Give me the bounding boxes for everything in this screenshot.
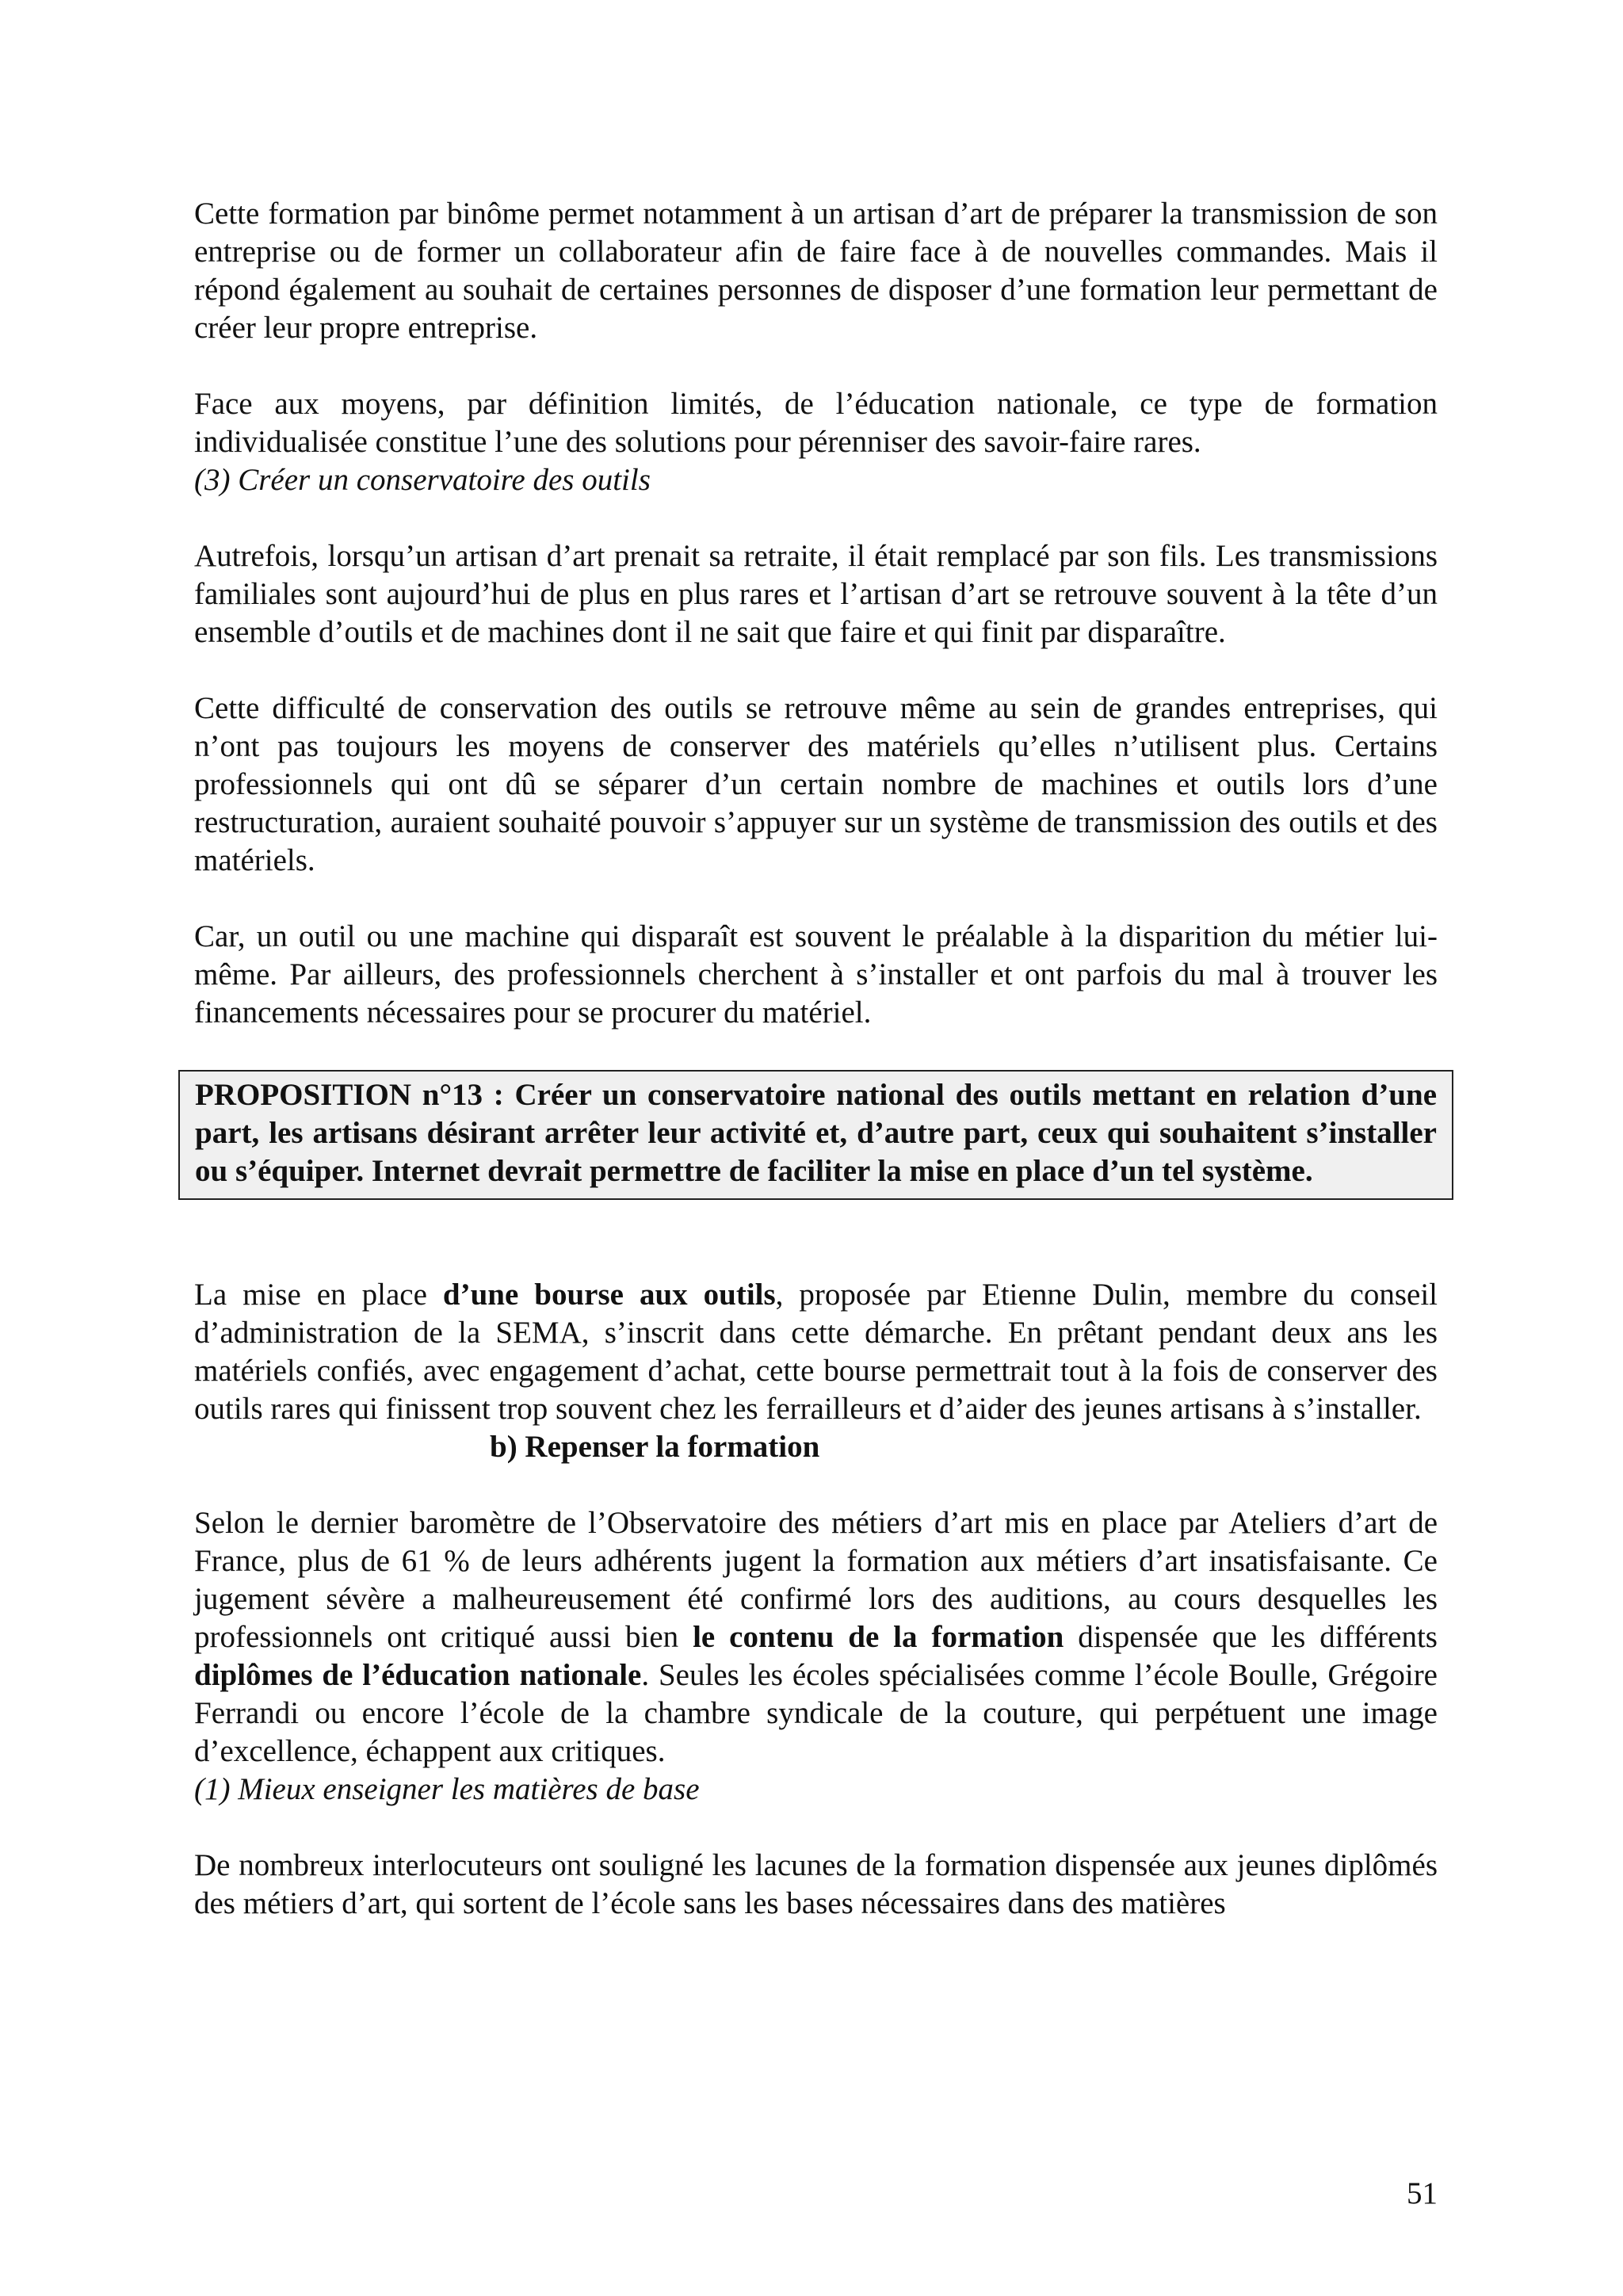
barometre-text-start: Selon le dernier baromètre de l’Observatoire des métiers d’art mis en place par Ateliers d’art de France, plus de 61 % de leurs adhérents jugent la formation aux métiers d’art insatisfaisante. Ce jugement sévère a malheureusement été confirmé lors des auditions, au cours desquelles les professionnels ont critiqué aussi bien <box>194 1506 1438 1654</box>
document-page <box>194 195 1438 1923</box>
proposal-text: PROPOSITION n°13 : Créer un conservatoire national des outils mettant en relation d’une part, les artisans désirant arrêter leur activité et, d’autre part, ceux qui souhaitent s’installer ou s’équiper. Internet devrait permettre de faciliter la mise en place d’un tel système. <box>195 1078 1437 1188</box>
page-number: 51 <box>1407 2176 1438 2210</box>
subheading-matieres: (1) Mieux enseigner les matières de base <box>194 1772 700 1806</box>
paragraph-moyens: Face aux moyens, par définition limités, de l’éducation nationale, ce type de formation individualisée constitue l’une des solutions pour pérenniser des savoir-faire rares. <box>194 387 1438 459</box>
bourse-text-start: La mise en place <box>194 1278 443 1312</box>
barometre-emphasis-contenu: le contenu de la formation <box>693 1620 1064 1654</box>
paragraph-machine: Car, un outil ou une machine qui disparaît est souvent le préalable à la disparition du métier lui-même. Par ailleurs, des professionnels cherchent à s’installer et ont parfois du mal à trouver les financements nécessaires pour se procurer du matériel. <box>194 919 1438 1030</box>
bourse-text-end: , proposée par Etienne Dulin, membre du conseil d’administration de la SEMA, s’inscrit dans cette démarche. En prêtant pendant deux ans les matériels confiés, avec engagement d’achat, cette bourse permettrait tout à la fois de conserver des outils rares qui finissent trop souvent chez les ferrailleurs et d’aider des jeunes artisans à s’installer. <box>194 1278 1438 1426</box>
subheading-conservatoire: (3) Créer un conservatoire des outils <box>194 463 651 497</box>
paragraph-binome: Cette formation par binôme permet notamment à un artisan d’art de préparer la transmission de son entreprise ou de former un collaborateur afin de faire face à de nouvelles commandes. Mais il répond également au souhait de certaines personnes de disposer d’une formation leur permettant de créer leur propre entreprise. <box>194 197 1438 345</box>
bourse-emphasis: d’une bourse aux outils <box>442 1278 776 1312</box>
paragraph-barometre <box>194 1504 1438 1771</box>
paragraph-interlocuteurs: De nombreux interlocuteurs ont souligné les lacunes de la formation dispensée aux jeunes diplômés des métiers d’art, qui sortent de l’école sans les bases nécessaires dans des matières <box>194 1848 1438 1920</box>
section-heading-formation: b) Repenser la formation <box>490 1430 820 1464</box>
paragraph-bourse <box>194 1276 1438 1428</box>
barometre-text-end: . Seules les écoles spécialisées comme l’école Boulle, Grégoire Ferrandi ou encore l’école de la chambre syndicale de la couture, qui perpétuent une image d’excellence, échappent aux critiques. <box>194 1658 1438 1768</box>
barometre-emphasis-diplomes: diplômes de l’éducation nationale <box>194 1658 642 1692</box>
barometre-text-middle: dispensée que les différents <box>1064 1620 1438 1654</box>
proposal-box <box>178 1070 1453 1200</box>
paragraph-difficulte: Cette difficulté de conservation des outils se retrouve même au sein de grandes entreprises, qui n’ont pas toujours les moyens de conserver des matériels qu’elles n’utilisent plus. Certains professionnels qui ont dû se séparer d’un certain nombre de machines et outils lors d’une restructuration, auraient souhaité pouvoir s’appuyer sur un système de transmission des outils et des matériels. <box>194 691 1438 877</box>
paragraph-autrefois: Autrefois, lorsqu’un artisan d’art prenait sa retraite, il était remplacé par son fils. Les transmissions familiales sont aujourd’hui de plus en plus rares et l’artisan d’art se retrouve souvent à la tête d’un ensemble d’outils et de machines dont il ne sait que faire et qui finit par disparaître. <box>194 539 1438 649</box>
